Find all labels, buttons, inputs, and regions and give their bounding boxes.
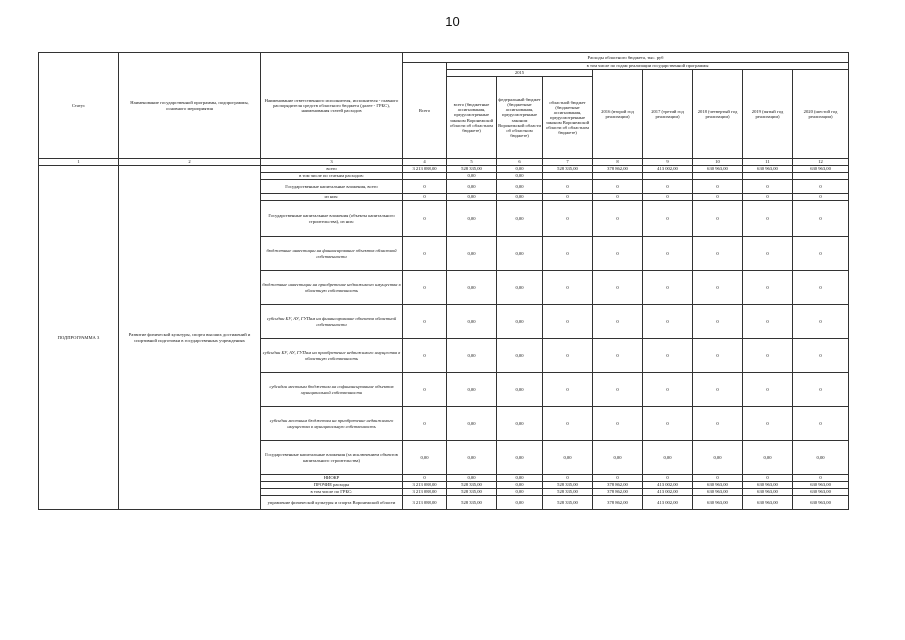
value-cell: 0 xyxy=(793,305,849,339)
value-cell: 0 xyxy=(403,271,447,305)
value-cell: 0,00 xyxy=(743,441,793,475)
col-number: 4 xyxy=(403,159,447,166)
value-cell xyxy=(643,173,693,180)
value-cell: 0 xyxy=(743,373,793,407)
header-col-2015-federal: федеральный бюджет (бюджетные ассигнования, предусмотренные законом Воронежской области об областном бюджете) xyxy=(497,77,543,159)
value-cell: 0 xyxy=(743,201,793,237)
value-cell: 0,00 xyxy=(447,173,497,180)
value-cell xyxy=(693,173,743,180)
value-cell: 0 xyxy=(743,475,793,482)
header-program-name: Наименование государственной программы, подпрограммы, основного мероприятия xyxy=(119,53,261,159)
value-cell: 0,00 xyxy=(497,271,543,305)
value-cell: 0,00 xyxy=(497,237,543,271)
value-cell: 0 xyxy=(543,194,593,201)
value-cell: 0 xyxy=(593,475,643,482)
value-cell: 0,00 xyxy=(497,180,543,194)
header-year-2015: 2015 xyxy=(447,70,593,77)
value-cell: 528 335,00 xyxy=(447,166,497,173)
value-cell: 0 xyxy=(593,194,643,201)
value-cell: 0 xyxy=(543,305,593,339)
col-number: 7 xyxy=(543,159,593,166)
value-cell: 0 xyxy=(693,271,743,305)
value-cell: 0,00 xyxy=(447,339,497,373)
value-cell: 0 xyxy=(643,180,693,194)
header-by-years: в том числе по годам реализации государственной программы xyxy=(447,63,849,70)
value-cell: 413 002,00 xyxy=(643,496,693,510)
row-label: субсидии БУ, АУ, ГУПам на финансирование объектов областной собственности xyxy=(261,305,403,339)
row-label: всего xyxy=(261,166,403,173)
value-cell: 0 xyxy=(593,271,643,305)
value-cell: 0 xyxy=(743,180,793,194)
budget-table xyxy=(38,52,849,510)
header-col-2018: 2018 (четвертый год реализации) xyxy=(693,70,743,159)
value-cell: 630 963,00 xyxy=(693,482,743,489)
value-cell: 0 xyxy=(693,305,743,339)
value-cell: 0 xyxy=(743,237,793,271)
value-cell: 0 xyxy=(643,194,693,201)
header-col-2020: 2020 (шестой год реализации) xyxy=(793,70,849,159)
value-cell: 0 xyxy=(593,201,643,237)
page-number: 10 xyxy=(445,14,460,29)
value-cell: 630 963,00 xyxy=(693,489,743,496)
value-cell: 528 335,00 xyxy=(543,482,593,489)
row-label: бюджетные инвестиции на финансирование объектов областной собственности xyxy=(261,237,403,271)
value-cell: 528 335,00 xyxy=(447,489,497,496)
value-cell: 0 xyxy=(693,201,743,237)
value-cell: 0 xyxy=(403,373,447,407)
value-cell: 0,00 xyxy=(497,407,543,441)
row-label: в том числе по статьям расходов: xyxy=(261,173,403,180)
value-cell: 0,00 xyxy=(403,441,447,475)
col-number: 3 xyxy=(261,159,403,166)
value-cell: 378 862,00 xyxy=(593,482,643,489)
value-cell: 0,00 xyxy=(497,166,543,173)
row-label: ПРОЧИЕ расходы xyxy=(261,482,403,489)
value-cell: 528 335,00 xyxy=(447,482,497,489)
value-cell: 0 xyxy=(693,180,743,194)
value-cell: 0 xyxy=(543,237,593,271)
value-cell: 0 xyxy=(693,407,743,441)
value-cell: 0,00 xyxy=(447,180,497,194)
col-number: 12 xyxy=(793,159,849,166)
value-cell xyxy=(743,173,793,180)
value-cell: 630 963,00 xyxy=(793,166,849,173)
header-col-2015-regional: областной бюджет (бюджетные ассигнования, предусмотренные законом Воронежской области об областном бюджете) xyxy=(543,77,593,159)
value-cell: 0 xyxy=(593,305,643,339)
value-cell: 0 xyxy=(643,339,693,373)
col-number: 2 xyxy=(119,159,261,166)
value-cell: 0,00 xyxy=(497,489,543,496)
value-cell: 3 213 088,00 xyxy=(403,489,447,496)
row-label: из них: xyxy=(261,194,403,201)
header-col-2019: 2019 (пятый год реализации) xyxy=(743,70,793,159)
col-number: 8 xyxy=(593,159,643,166)
value-cell: 0 xyxy=(593,180,643,194)
value-cell: 0,00 xyxy=(793,441,849,475)
header-expenses: Расходы областного бюджета, тыс. руб xyxy=(403,53,849,63)
value-cell: 0 xyxy=(793,475,849,482)
row-label: субсидии местным бюджетам на приобретение недвижимого имущества в муниципальную собственность xyxy=(261,407,403,441)
col-number: 5 xyxy=(447,159,497,166)
value-cell: 0,00 xyxy=(447,237,497,271)
value-cell: 0 xyxy=(643,201,693,237)
value-cell: 0 xyxy=(793,373,849,407)
row-label: НИОКР xyxy=(261,475,403,482)
value-cell: 3 213 088,00 xyxy=(403,166,447,173)
status-cell: ПОДПРОГРАММА 3 xyxy=(39,166,119,510)
value-cell: 630 963,00 xyxy=(693,166,743,173)
value-cell: 0,00 xyxy=(497,373,543,407)
value-cell: 0 xyxy=(743,407,793,441)
value-cell: 0 xyxy=(543,475,593,482)
header-status: Статус xyxy=(39,53,119,159)
value-cell: 0 xyxy=(543,271,593,305)
value-cell: 0,00 xyxy=(447,373,497,407)
value-cell: 0,00 xyxy=(497,482,543,489)
header-total: Всего xyxy=(403,63,447,159)
value-cell: 0 xyxy=(593,407,643,441)
header-col-2017: 2017 (третий год реализации) xyxy=(643,70,693,159)
value-cell: 0 xyxy=(593,373,643,407)
value-cell: 0 xyxy=(403,201,447,237)
value-cell xyxy=(403,173,447,180)
value-cell: 0 xyxy=(403,475,447,482)
value-cell: 0 xyxy=(593,237,643,271)
value-cell: 528 335,00 xyxy=(543,496,593,510)
col-number: 6 xyxy=(497,159,543,166)
value-cell: 630 963,00 xyxy=(743,166,793,173)
value-cell: 0,00 xyxy=(593,441,643,475)
value-cell: 0 xyxy=(793,271,849,305)
value-cell: 0,00 xyxy=(693,441,743,475)
value-cell: 0 xyxy=(743,339,793,373)
value-cell: 0 xyxy=(593,339,643,373)
value-cell: 0 xyxy=(643,373,693,407)
value-cell: 0,00 xyxy=(447,201,497,237)
row-label: в том числе по ГРБС: xyxy=(261,489,403,496)
value-cell: 413 002,00 xyxy=(643,482,693,489)
col-number: 11 xyxy=(743,159,793,166)
row-label: бюджетные инвестиции на приобретение недвижимого имущества в областную собственность xyxy=(261,271,403,305)
header-col-2016: 2016 (второй год реализации) xyxy=(593,70,643,159)
value-cell: 378 862,00 xyxy=(593,489,643,496)
value-cell: 378 862,00 xyxy=(593,166,643,173)
value-cell: 630 963,00 xyxy=(743,496,793,510)
value-cell: 630 963,00 xyxy=(693,496,743,510)
row-label: Государственные капитальные вложения, всего xyxy=(261,180,403,194)
value-cell: 0,00 xyxy=(447,475,497,482)
value-cell: 0,00 xyxy=(497,339,543,373)
value-cell: 0 xyxy=(793,194,849,201)
value-cell: 0 xyxy=(793,180,849,194)
value-cell: 630 963,00 xyxy=(793,489,849,496)
value-cell: 0 xyxy=(693,373,743,407)
value-cell: 0 xyxy=(693,194,743,201)
value-cell: 0 xyxy=(693,237,743,271)
value-cell: 3 213 088,00 xyxy=(403,482,447,489)
header-col-2015-total: всего (бюджетные ассигнования, предусмотренные законом Воронежской области об областном бюджете) xyxy=(447,77,497,159)
value-cell: 0,00 xyxy=(497,475,543,482)
value-cell: 0 xyxy=(543,373,593,407)
value-cell: 0,00 xyxy=(447,441,497,475)
col-number: 1 xyxy=(39,159,119,166)
value-cell: 0 xyxy=(693,339,743,373)
value-cell: 0 xyxy=(793,201,849,237)
value-cell: 0 xyxy=(793,339,849,373)
row-label: Государственные капитальные вложения (объекты капитального строительства), из них: xyxy=(261,201,403,237)
value-cell: 0,00 xyxy=(447,194,497,201)
row-label: управление физической культуры и спорта Воронежской области xyxy=(261,496,403,510)
value-cell: 0,00 xyxy=(497,496,543,510)
value-cell: 0 xyxy=(643,237,693,271)
value-cell: 0,00 xyxy=(447,271,497,305)
value-cell: 378 862,00 xyxy=(593,496,643,510)
value-cell: 0,00 xyxy=(643,441,693,475)
value-cell xyxy=(593,173,643,180)
header-responsible: Наименование ответственного исполнителя, исполнителя - главного распорядителя средств областного бюджета (далее - ГРБС), наименования статей расходов xyxy=(261,53,403,159)
row-label: субсидии БУ, АУ, ГУПам на приобретение недвижимого имущества в областную собственность xyxy=(261,339,403,373)
value-cell: 0,00 xyxy=(497,305,543,339)
value-cell: 413 002,00 xyxy=(643,166,693,173)
value-cell: 0,00 xyxy=(543,441,593,475)
col-number: 9 xyxy=(643,159,693,166)
value-cell: 0 xyxy=(643,407,693,441)
value-cell: 0 xyxy=(543,339,593,373)
col-number: 10 xyxy=(693,159,743,166)
value-cell: 0 xyxy=(643,475,693,482)
value-cell: 528 335,00 xyxy=(543,489,593,496)
value-cell: 0 xyxy=(403,194,447,201)
program-cell: Развитие физической культуры, спорта высших достижений и спортивной подготовки в государственных учреждениях xyxy=(119,166,261,510)
value-cell: 630 963,00 xyxy=(793,496,849,510)
value-cell: 0 xyxy=(793,237,849,271)
value-cell: 0,00 xyxy=(447,305,497,339)
value-cell: 0 xyxy=(743,194,793,201)
value-cell: 0 xyxy=(403,407,447,441)
value-cell: 0,00 xyxy=(497,201,543,237)
value-cell: 630 963,00 xyxy=(793,482,849,489)
value-cell: 0,00 xyxy=(447,407,497,441)
value-cell: 0 xyxy=(743,305,793,339)
value-cell xyxy=(543,173,593,180)
value-cell: 0 xyxy=(403,339,447,373)
value-cell: 0 xyxy=(403,305,447,339)
value-cell: 3 213 088,00 xyxy=(403,496,447,510)
value-cell: 630 963,00 xyxy=(743,489,793,496)
value-cell: 528 335,00 xyxy=(543,166,593,173)
value-cell: 0 xyxy=(543,201,593,237)
table-row xyxy=(39,166,849,173)
value-cell: 0 xyxy=(743,271,793,305)
value-cell: 0,00 xyxy=(497,194,543,201)
value-cell: 0 xyxy=(403,180,447,194)
value-cell: 0 xyxy=(543,180,593,194)
value-cell: 630 963,00 xyxy=(743,482,793,489)
row-label: субсидии местным бюджетам на софинансирование объектов муниципальной собственности xyxy=(261,373,403,407)
value-cell: 0,00 xyxy=(497,441,543,475)
value-cell: 0 xyxy=(693,475,743,482)
row-label: Государственные капитальные вложения (за исключением объектов капитального строительства) xyxy=(261,441,403,475)
value-cell: 0 xyxy=(643,271,693,305)
value-cell: 0 xyxy=(403,237,447,271)
value-cell xyxy=(793,173,849,180)
value-cell: 0 xyxy=(793,407,849,441)
value-cell: 413 002,00 xyxy=(643,489,693,496)
value-cell: 0,00 xyxy=(497,173,543,180)
value-cell: 0 xyxy=(643,305,693,339)
value-cell: 0 xyxy=(543,407,593,441)
value-cell: 528 335,00 xyxy=(447,496,497,510)
